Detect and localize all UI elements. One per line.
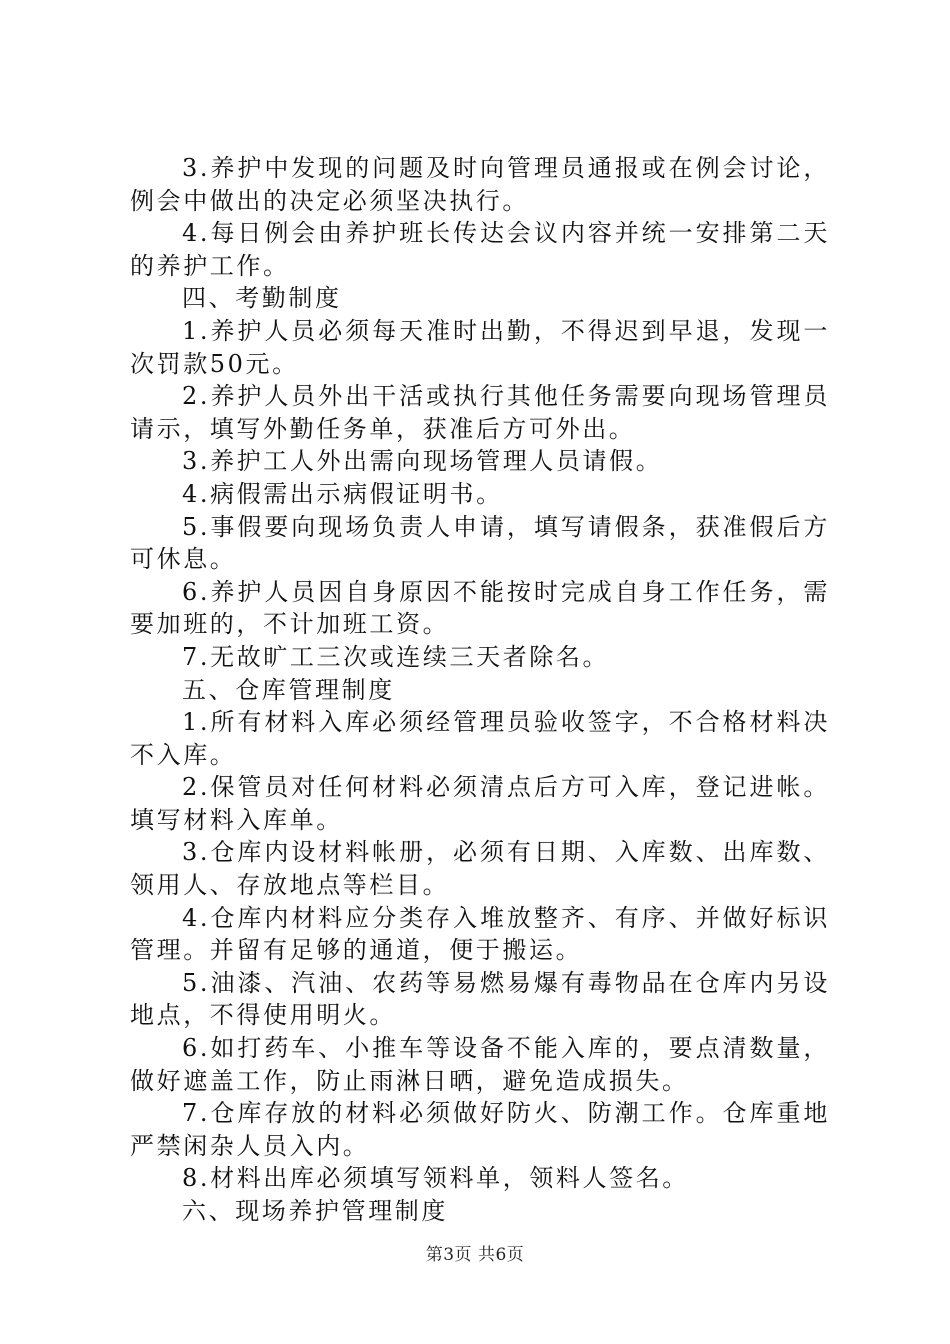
paragraph: 3.养护中发现的问题及时向管理员通报或在例会讨论，例会中做出的决定必须坚决执行。	[130, 154, 830, 215]
paragraph: 6.如打药车、小推车等设备不能入库的，要点清数量，做好遮盖工作，防止雨淋日晒，避免造成损失。	[130, 1034, 830, 1095]
paragraph: 7.无故旷工三次或连续三天者除名。	[182, 642, 610, 671]
page-number-label: 第3页 共6页	[425, 1245, 525, 1265]
paragraph: 4.每日例会由养护班长传达会议内容并统一安排第二天的养护工作。	[130, 219, 830, 280]
paragraph: 7.仓库存放的材料必须做好防火、防潮工作。仓库重地严禁闲杂人员入内。	[130, 1099, 830, 1160]
paragraph: 5.事假要向现场负责人申请，填写请假条，获准假后方可休息。	[130, 512, 830, 574]
paragraph: 4.病假需出示病假证明书。	[182, 479, 503, 508]
paragraph: 3.养护工人外出需向现场管理人员请假。	[182, 447, 663, 476]
page-footer	[0, 1240, 950, 1265]
section-heading: 四、考勤制度	[182, 284, 342, 313]
paragraph: 5.油漆、汽油、农药等易燃易爆有毒物品在仓库内另设地点，不得使用明火。	[130, 968, 830, 1030]
document-body	[130, 152, 830, 1228]
paragraph: 2.保管员对任何材料必须清点后方可入库，登记进帐。填写材料入库单。	[130, 773, 830, 834]
paragraph: 6.养护人员因自身原因不能按时完成自身工作任务，需要加班的，不计加班工资。	[130, 577, 830, 639]
section-heading: 六、现场养护管理制度	[182, 1197, 448, 1225]
paragraph: 2.养护人员外出干活或执行其他任务需要向现场管理员请示，填写外勤任务单，获准后方可外出。	[130, 382, 830, 443]
section-heading: 五、仓库管理制度	[182, 675, 395, 704]
paragraph: 1.所有材料入库必须经管理员验收签字，不合格材料决不入库。	[130, 708, 830, 769]
paragraph: 1.养护人员必须每天准时出勤，不得迟到早退，发现一次罚款50元。	[130, 316, 830, 378]
paragraph: 4.仓库内材料应分类存入堆放整齐、有序、并做好标识管理。并留有足够的通道，便于搬运。	[130, 903, 830, 965]
paragraph: 8.材料出库必须填写领料单，领料人签名。	[182, 1164, 689, 1193]
paragraph: 3.仓库内设材料帐册，必须有日期、入库数、出库数、领用人、存放地点等栏目。	[130, 838, 830, 900]
